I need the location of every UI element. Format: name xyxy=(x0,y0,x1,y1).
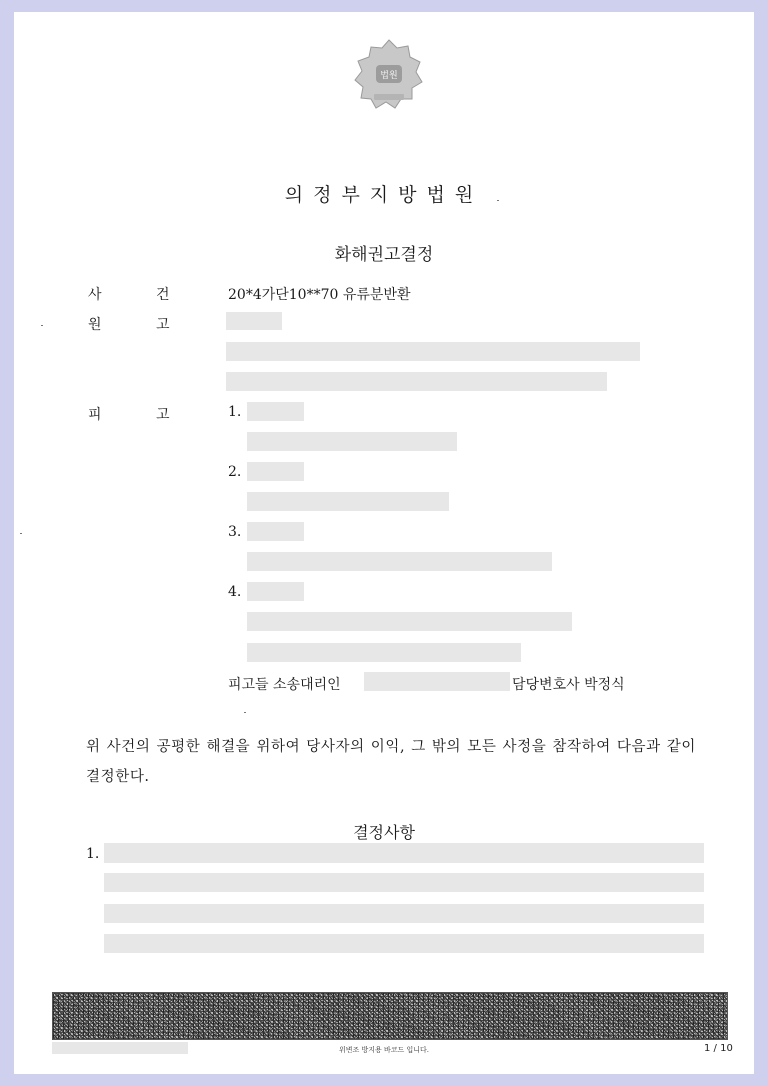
redacted-law-firm xyxy=(364,672,510,691)
defendant-number: 2. xyxy=(228,464,242,480)
representative-label: 피고들 소송대리인 xyxy=(228,677,341,693)
redacted-decision-line-4 xyxy=(104,934,704,953)
redacted-defendant-name xyxy=(247,522,304,541)
defendant-label-2: 고 xyxy=(156,407,170,423)
case-label-1: 사 xyxy=(88,287,102,303)
decision-paragraph: 위 사건의 공평한 해결을 위하여 당사자의 이익, 그 밖의 모든 사정을 참작하여 다음과 같이 결정한다. xyxy=(86,739,696,785)
redacted-plaintiff-name xyxy=(226,312,282,330)
redacted-defendant-name xyxy=(247,582,304,601)
case-number: 20*4가단10**70 유류분반환 xyxy=(228,287,411,303)
scan-speck xyxy=(20,533,22,534)
scan-speck xyxy=(244,712,246,713)
redacted-decision-line-1 xyxy=(104,843,704,863)
court-name: 의정부지방법원 xyxy=(284,184,484,206)
plaintiff-label-2: 고 xyxy=(156,317,170,333)
redacted-defendant-name xyxy=(247,402,304,421)
defendant-number: 4. xyxy=(228,584,242,600)
attorney-name: 담당변호사 박정식 xyxy=(512,677,625,693)
redacted-defendant-address-1 xyxy=(247,612,572,631)
anti-forgery-barcode xyxy=(52,992,728,1040)
court-seal-icon xyxy=(352,38,426,112)
redacted-plaintiff-address-2 xyxy=(226,372,607,391)
redacted-defendant-address-2 xyxy=(247,643,521,662)
case-label-2: 건 xyxy=(156,287,170,303)
redacted-defendant-name xyxy=(247,462,304,481)
page-number: 1 / 10 xyxy=(704,1043,733,1054)
decision-section-title: 결정사항 xyxy=(353,823,415,842)
decision-item-number: 1. xyxy=(86,846,100,862)
document-title: 화해권고결정 xyxy=(334,245,434,265)
scan-speck xyxy=(41,325,43,326)
defendant-number: 3. xyxy=(228,524,242,540)
seal-text: 법원 xyxy=(380,71,398,81)
redacted-defendant-address xyxy=(247,492,449,511)
plaintiff-label-1: 원 xyxy=(88,317,102,333)
defendant-number: 1. xyxy=(228,404,242,420)
redacted-defendant-address xyxy=(247,552,552,571)
redacted-decision-line-3 xyxy=(104,904,704,923)
redacted-plaintiff-address-1 xyxy=(226,342,640,361)
defendant-label-1: 피 xyxy=(88,407,102,423)
redacted-defendant-address xyxy=(247,432,457,451)
barcode-note: 위변조 방지용 바코드 입니다. xyxy=(338,1046,430,1054)
scan-speck xyxy=(497,200,499,201)
redacted-decision-line-2 xyxy=(104,873,704,892)
document-page xyxy=(14,12,754,1074)
